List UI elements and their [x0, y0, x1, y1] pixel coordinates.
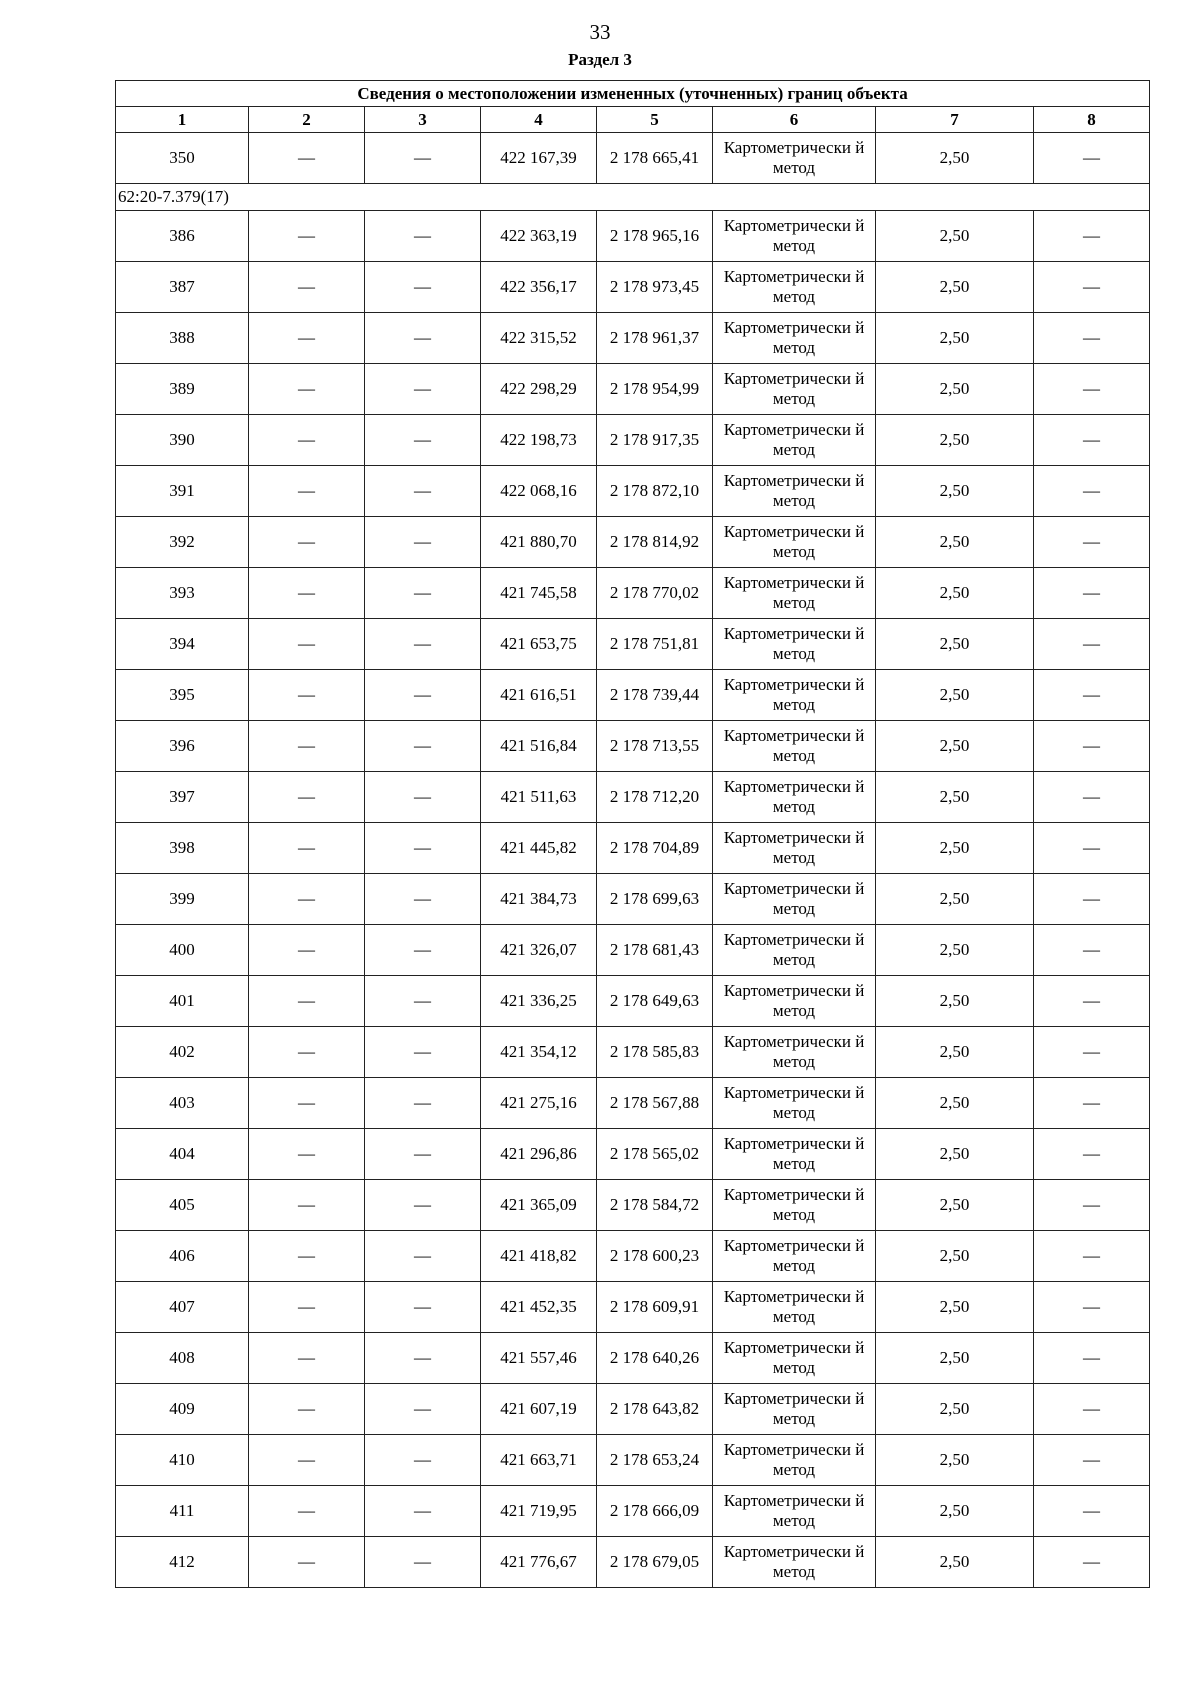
cell-col2: —: [249, 772, 365, 823]
point-number-cell: 387: [116, 262, 249, 313]
table-row: [116, 823, 1150, 874]
point-number-cell: 410: [116, 1435, 249, 1486]
point-number-cell: 408: [116, 1333, 249, 1384]
table-row: [116, 364, 1150, 415]
method-cell: Картометрически й метод: [713, 1384, 876, 1435]
method-cell: Картометрически й метод: [713, 466, 876, 517]
accuracy-cell: 2,50: [876, 823, 1034, 874]
table-row: [116, 925, 1150, 976]
y-coordinate-cell: 2 178 814,92: [597, 517, 713, 568]
table-row: [116, 517, 1150, 568]
table-title: Сведения о местоположении измененных (уточненных) границ объекта: [116, 81, 1150, 107]
table-row: [116, 976, 1150, 1027]
cell-col3: —: [365, 1282, 481, 1333]
x-coordinate-cell: 421 326,07: [481, 925, 597, 976]
cell-col8: —: [1034, 823, 1150, 874]
cell-col2: —: [249, 313, 365, 364]
point-number-cell: 392: [116, 517, 249, 568]
method-cell: Картометрически й метод: [713, 1333, 876, 1384]
method-cell: Картометрически й метод: [713, 1486, 876, 1537]
column-header: 3: [365, 107, 481, 133]
x-coordinate-cell: 421 354,12: [481, 1027, 597, 1078]
table-row: [116, 415, 1150, 466]
table-row: [116, 1384, 1150, 1435]
point-number-cell: 404: [116, 1129, 249, 1180]
accuracy-cell: 2,50: [876, 313, 1034, 364]
point-number-cell: 407: [116, 1282, 249, 1333]
cell-col3: —: [365, 670, 481, 721]
x-coordinate-cell: 421 452,35: [481, 1282, 597, 1333]
cell-col3: —: [365, 925, 481, 976]
cell-col2: —: [249, 1384, 365, 1435]
x-coordinate-cell: 421 776,67: [481, 1537, 597, 1588]
x-coordinate-cell: 421 384,73: [481, 874, 597, 925]
method-cell: Картометрически й метод: [713, 976, 876, 1027]
cell-col2: —: [249, 1078, 365, 1129]
point-number-cell: 394: [116, 619, 249, 670]
method-cell: Картометрически й метод: [713, 1180, 876, 1231]
method-cell: Картометрически й метод: [713, 313, 876, 364]
method-cell: Картометрически й метод: [713, 1078, 876, 1129]
y-coordinate-cell: 2 178 751,81: [597, 619, 713, 670]
method-cell: Картометрически й метод: [713, 874, 876, 925]
cell-col3: —: [365, 466, 481, 517]
cell-col2: —: [249, 670, 365, 721]
x-coordinate-cell: 421 336,25: [481, 976, 597, 1027]
cell-col8: —: [1034, 772, 1150, 823]
method-cell: Картометрически й метод: [713, 364, 876, 415]
point-number-cell: 390: [116, 415, 249, 466]
y-coordinate-cell: 2 178 565,02: [597, 1129, 713, 1180]
cell-col8: —: [1034, 1333, 1150, 1384]
table-row: [116, 1129, 1150, 1180]
column-header-row: [116, 107, 1150, 133]
table-row: [116, 670, 1150, 721]
column-header: 2: [249, 107, 365, 133]
cell-col2: —: [249, 1435, 365, 1486]
boundary-table: [115, 80, 1150, 1588]
cell-col3: —: [365, 1231, 481, 1282]
x-coordinate-cell: 421 365,09: [481, 1180, 597, 1231]
accuracy-cell: 2,50: [876, 670, 1034, 721]
method-cell: Картометрически й метод: [713, 415, 876, 466]
cell-col2: —: [249, 1282, 365, 1333]
page-number: 33: [589, 20, 611, 44]
point-number-cell: 350: [116, 133, 249, 184]
y-coordinate-cell: 2 178 917,35: [597, 415, 713, 466]
cell-col2: —: [249, 211, 365, 262]
point-number-cell: 393: [116, 568, 249, 619]
method-cell: Картометрически й метод: [713, 1129, 876, 1180]
method-cell: Картометрически й метод: [713, 721, 876, 772]
point-number-cell: 406: [116, 1231, 249, 1282]
cell-col8: —: [1034, 1435, 1150, 1486]
column-header: 6: [713, 107, 876, 133]
accuracy-cell: 2,50: [876, 1384, 1034, 1435]
table-body: [116, 133, 1150, 1588]
x-coordinate-cell: 421 557,46: [481, 1333, 597, 1384]
section-title: Раздел 3: [568, 50, 632, 69]
method-cell: Картометрически й метод: [713, 925, 876, 976]
table-row: [116, 1231, 1150, 1282]
method-cell: Картометрически й метод: [713, 823, 876, 874]
x-coordinate-cell: 421 445,82: [481, 823, 597, 874]
accuracy-cell: 2,50: [876, 619, 1034, 670]
accuracy-cell: 2,50: [876, 1486, 1034, 1537]
cell-col8: —: [1034, 619, 1150, 670]
cell-col3: —: [365, 619, 481, 670]
y-coordinate-cell: 2 178 770,02: [597, 568, 713, 619]
x-coordinate-cell: 422 167,39: [481, 133, 597, 184]
table-row: [116, 1537, 1150, 1588]
cell-col8: —: [1034, 1078, 1150, 1129]
accuracy-cell: 2,50: [876, 364, 1034, 415]
x-coordinate-cell: 421 296,86: [481, 1129, 597, 1180]
cell-col2: —: [249, 364, 365, 415]
y-coordinate-cell: 2 178 704,89: [597, 823, 713, 874]
method-cell: Картометрически й метод: [713, 1537, 876, 1588]
accuracy-cell: 2,50: [876, 1180, 1034, 1231]
cell-col2: —: [249, 262, 365, 313]
cell-col2: —: [249, 874, 365, 925]
accuracy-cell: 2,50: [876, 1435, 1034, 1486]
cell-col2: —: [249, 976, 365, 1027]
column-header: 7: [876, 107, 1034, 133]
cell-col8: —: [1034, 1129, 1150, 1180]
column-header: 8: [1034, 107, 1150, 133]
cell-col2: —: [249, 1537, 365, 1588]
cell-col8: —: [1034, 466, 1150, 517]
cell-col2: —: [249, 1180, 365, 1231]
table-row: [116, 568, 1150, 619]
table-row: [116, 133, 1150, 184]
column-header: 5: [597, 107, 713, 133]
cell-col3: —: [365, 568, 481, 619]
y-coordinate-cell: 2 178 643,82: [597, 1384, 713, 1435]
cell-col3: —: [365, 133, 481, 184]
cell-col8: —: [1034, 976, 1150, 1027]
table-row: [116, 721, 1150, 772]
point-number-cell: 389: [116, 364, 249, 415]
y-coordinate-cell: 2 178 585,83: [597, 1027, 713, 1078]
cell-col3: —: [365, 211, 481, 262]
table-row: [116, 874, 1150, 925]
method-cell: Картометрически й метод: [713, 772, 876, 823]
cell-col8: —: [1034, 517, 1150, 568]
x-coordinate-cell: 422 356,17: [481, 262, 597, 313]
method-cell: Картометрически й метод: [713, 619, 876, 670]
x-coordinate-cell: 422 198,73: [481, 415, 597, 466]
cell-col2: —: [249, 1027, 365, 1078]
y-coordinate-cell: 2 178 699,63: [597, 874, 713, 925]
cell-col2: —: [249, 517, 365, 568]
column-header: 1: [116, 107, 249, 133]
y-coordinate-cell: 2 178 872,10: [597, 466, 713, 517]
cell-col3: —: [365, 1384, 481, 1435]
x-coordinate-cell: 421 607,19: [481, 1384, 597, 1435]
table-row: [116, 466, 1150, 517]
cell-col8: —: [1034, 1231, 1150, 1282]
table-row: [116, 262, 1150, 313]
cell-col3: —: [365, 874, 481, 925]
accuracy-cell: 2,50: [876, 1282, 1034, 1333]
x-coordinate-cell: 421 663,71: [481, 1435, 597, 1486]
cell-col2: —: [249, 133, 365, 184]
x-coordinate-cell: 421 511,63: [481, 772, 597, 823]
x-coordinate-cell: 421 880,70: [481, 517, 597, 568]
method-cell: Картометрически й метод: [713, 133, 876, 184]
cell-col3: —: [365, 823, 481, 874]
accuracy-cell: 2,50: [876, 1027, 1034, 1078]
y-coordinate-cell: 2 178 712,20: [597, 772, 713, 823]
cell-col8: —: [1034, 1180, 1150, 1231]
method-cell: Картометрически й метод: [713, 1435, 876, 1486]
cell-col2: —: [249, 568, 365, 619]
table-row: [116, 1282, 1150, 1333]
cell-col8: —: [1034, 1027, 1150, 1078]
section-row: [116, 184, 1150, 211]
accuracy-cell: 2,50: [876, 133, 1034, 184]
y-coordinate-cell: 2 178 640,26: [597, 1333, 713, 1384]
cell-col3: —: [365, 1333, 481, 1384]
cell-col3: —: [365, 1078, 481, 1129]
point-number-cell: 411: [116, 1486, 249, 1537]
y-coordinate-cell: 2 178 681,43: [597, 925, 713, 976]
y-coordinate-cell: 2 178 679,05: [597, 1537, 713, 1588]
cell-col3: —: [365, 721, 481, 772]
method-cell: Картометрически й метод: [713, 262, 876, 313]
table-row: [116, 1078, 1150, 1129]
point-number-cell: 398: [116, 823, 249, 874]
table-row: [116, 1180, 1150, 1231]
accuracy-cell: 2,50: [876, 721, 1034, 772]
cell-col8: —: [1034, 364, 1150, 415]
cell-col3: —: [365, 772, 481, 823]
point-number-cell: 402: [116, 1027, 249, 1078]
cell-col8: —: [1034, 1384, 1150, 1435]
method-cell: Картометрически й метод: [713, 1282, 876, 1333]
cell-col3: —: [365, 1537, 481, 1588]
table-row: [116, 313, 1150, 364]
y-coordinate-cell: 2 178 666,09: [597, 1486, 713, 1537]
column-header: 4: [481, 107, 597, 133]
x-coordinate-cell: 422 363,19: [481, 211, 597, 262]
cell-col8: —: [1034, 874, 1150, 925]
method-cell: Картометрически й метод: [713, 1231, 876, 1282]
y-coordinate-cell: 2 178 600,23: [597, 1231, 713, 1282]
cell-col2: —: [249, 1333, 365, 1384]
table-row: [116, 1435, 1150, 1486]
cadastral-number-label: 62:20-7.379(17): [116, 184, 1150, 211]
y-coordinate-cell: 2 178 609,91: [597, 1282, 713, 1333]
method-cell: Картометрически й метод: [713, 568, 876, 619]
point-number-cell: 388: [116, 313, 249, 364]
accuracy-cell: 2,50: [876, 976, 1034, 1027]
cell-col8: —: [1034, 568, 1150, 619]
x-coordinate-cell: 421 616,51: [481, 670, 597, 721]
accuracy-cell: 2,50: [876, 925, 1034, 976]
cell-col2: —: [249, 1129, 365, 1180]
table-row: [116, 1027, 1150, 1078]
cell-col8: —: [1034, 262, 1150, 313]
x-coordinate-cell: 421 745,58: [481, 568, 597, 619]
cell-col8: —: [1034, 925, 1150, 976]
y-coordinate-cell: 2 178 961,37: [597, 313, 713, 364]
point-number-cell: 395: [116, 670, 249, 721]
accuracy-cell: 2,50: [876, 1129, 1034, 1180]
accuracy-cell: 2,50: [876, 772, 1034, 823]
point-number-cell: 401: [116, 976, 249, 1027]
cell-col8: —: [1034, 1537, 1150, 1588]
table-row: [116, 211, 1150, 262]
cell-col3: —: [365, 1027, 481, 1078]
point-number-cell: 399: [116, 874, 249, 925]
cell-col2: —: [249, 415, 365, 466]
cell-col2: —: [249, 466, 365, 517]
method-cell: Картометрически й метод: [713, 1027, 876, 1078]
y-coordinate-cell: 2 178 665,41: [597, 133, 713, 184]
point-number-cell: 400: [116, 925, 249, 976]
y-coordinate-cell: 2 178 973,45: [597, 262, 713, 313]
cell-col3: —: [365, 517, 481, 568]
accuracy-cell: 2,50: [876, 466, 1034, 517]
cell-col8: —: [1034, 211, 1150, 262]
cell-col8: —: [1034, 415, 1150, 466]
y-coordinate-cell: 2 178 584,72: [597, 1180, 713, 1231]
point-number-cell: 412: [116, 1537, 249, 1588]
y-coordinate-cell: 2 178 954,99: [597, 364, 713, 415]
accuracy-cell: 2,50: [876, 415, 1034, 466]
accuracy-cell: 2,50: [876, 517, 1034, 568]
cell-col3: —: [365, 415, 481, 466]
table-row: [116, 772, 1150, 823]
cell-col2: —: [249, 619, 365, 670]
cell-col2: —: [249, 1486, 365, 1537]
cell-col8: —: [1034, 1282, 1150, 1333]
point-number-cell: 405: [116, 1180, 249, 1231]
cell-col2: —: [249, 925, 365, 976]
cell-col8: —: [1034, 721, 1150, 772]
x-coordinate-cell: 421 516,84: [481, 721, 597, 772]
cell-col2: —: [249, 823, 365, 874]
cell-col8: —: [1034, 670, 1150, 721]
accuracy-cell: 2,50: [876, 1078, 1034, 1129]
table-row: [116, 1486, 1150, 1537]
point-number-cell: 403: [116, 1078, 249, 1129]
method-cell: Картометрически й метод: [713, 670, 876, 721]
table-row: [116, 619, 1150, 670]
point-number-cell: 391: [116, 466, 249, 517]
method-cell: Картометрически й метод: [713, 211, 876, 262]
y-coordinate-cell: 2 178 567,88: [597, 1078, 713, 1129]
cell-col3: —: [365, 262, 481, 313]
x-coordinate-cell: 421 418,82: [481, 1231, 597, 1282]
x-coordinate-cell: 421 653,75: [481, 619, 597, 670]
cell-col3: —: [365, 976, 481, 1027]
cell-col3: —: [365, 1435, 481, 1486]
accuracy-cell: 2,50: [876, 874, 1034, 925]
cell-col3: —: [365, 1180, 481, 1231]
accuracy-cell: 2,50: [876, 1537, 1034, 1588]
x-coordinate-cell: 422 315,52: [481, 313, 597, 364]
x-coordinate-cell: 421 275,16: [481, 1078, 597, 1129]
y-coordinate-cell: 2 178 649,63: [597, 976, 713, 1027]
x-coordinate-cell: 421 719,95: [481, 1486, 597, 1537]
point-number-cell: 396: [116, 721, 249, 772]
cell-col3: —: [365, 313, 481, 364]
point-number-cell: 397: [116, 772, 249, 823]
y-coordinate-cell: 2 178 965,16: [597, 211, 713, 262]
y-coordinate-cell: 2 178 739,44: [597, 670, 713, 721]
point-number-cell: 386: [116, 211, 249, 262]
accuracy-cell: 2,50: [876, 262, 1034, 313]
y-coordinate-cell: 2 178 713,55: [597, 721, 713, 772]
accuracy-cell: 2,50: [876, 568, 1034, 619]
accuracy-cell: 2,50: [876, 1231, 1034, 1282]
cell-col8: —: [1034, 133, 1150, 184]
method-cell: Картометрически й метод: [713, 517, 876, 568]
cell-col3: —: [365, 364, 481, 415]
cell-col2: —: [249, 721, 365, 772]
cell-col8: —: [1034, 1486, 1150, 1537]
x-coordinate-cell: 422 068,16: [481, 466, 597, 517]
y-coordinate-cell: 2 178 653,24: [597, 1435, 713, 1486]
accuracy-cell: 2,50: [876, 211, 1034, 262]
accuracy-cell: 2,50: [876, 1333, 1034, 1384]
table-row: [116, 1333, 1150, 1384]
x-coordinate-cell: 422 298,29: [481, 364, 597, 415]
point-number-cell: 409: [116, 1384, 249, 1435]
cell-col3: —: [365, 1129, 481, 1180]
cell-col3: —: [365, 1486, 481, 1537]
cell-col2: —: [249, 1231, 365, 1282]
cell-col8: —: [1034, 313, 1150, 364]
